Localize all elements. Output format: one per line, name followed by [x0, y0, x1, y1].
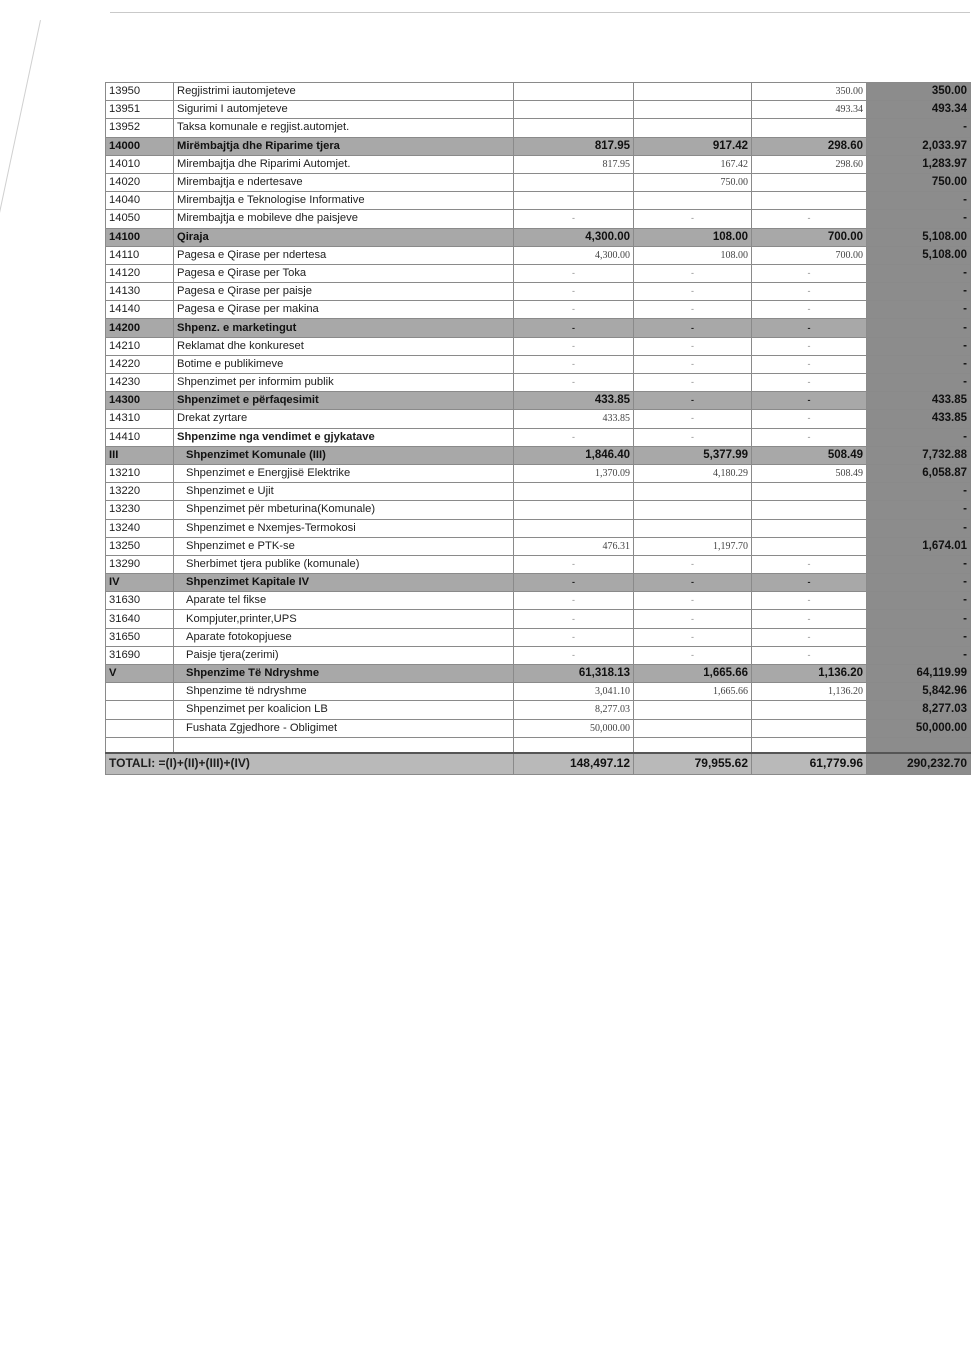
account-code	[106, 737, 174, 753]
value-col-1	[514, 501, 634, 519]
row-total: -	[867, 210, 971, 228]
total-value-3: 61,779.96	[752, 753, 867, 775]
account-description: Mirembajtja e mobileve dhe paisjeve	[174, 210, 514, 228]
value-col-2: 4,180.29	[634, 464, 752, 482]
row-total: -	[867, 119, 971, 137]
value-col-1: -	[514, 628, 634, 646]
account-description: Shpenzimet Komunale (III)	[174, 446, 514, 464]
value-col-3: -	[752, 264, 867, 282]
value-col-1	[514, 173, 634, 191]
account-code: 13210	[106, 464, 174, 482]
account-code: 14050	[106, 210, 174, 228]
value-col-1: -	[514, 283, 634, 301]
value-col-1: 3,041.10	[514, 683, 634, 701]
section-header-row	[106, 137, 971, 155]
value-col-3: -	[752, 574, 867, 592]
value-col-3: -	[752, 646, 867, 664]
account-code: 14410	[106, 428, 174, 446]
total-value-1: 148,497.12	[514, 753, 634, 775]
account-description	[174, 737, 514, 753]
table-row	[106, 646, 971, 664]
value-col-3: -	[752, 337, 867, 355]
value-col-3	[752, 192, 867, 210]
value-col-3: -	[752, 610, 867, 628]
value-col-3: 508.49	[752, 464, 867, 482]
value-col-3	[752, 719, 867, 737]
table-row	[106, 83, 971, 101]
value-col-2: -	[634, 337, 752, 355]
row-total: -	[867, 628, 971, 646]
value-col-1: 4,300.00	[514, 246, 634, 264]
value-col-1: -	[514, 574, 634, 592]
value-col-1: 433.85	[514, 410, 634, 428]
account-code: 31630	[106, 592, 174, 610]
row-total: 433.85	[867, 392, 971, 410]
account-code	[106, 683, 174, 701]
value-col-2	[634, 719, 752, 737]
row-total: -	[867, 519, 971, 537]
row-total: -	[867, 610, 971, 628]
value-col-1: -	[514, 301, 634, 319]
account-code: IV	[106, 574, 174, 592]
value-col-3	[752, 701, 867, 719]
value-col-3: -	[752, 374, 867, 392]
value-col-2: -	[634, 374, 752, 392]
value-col-2: -	[634, 428, 752, 446]
table-row	[106, 283, 971, 301]
account-description: Sigurimi I automjeteve	[174, 101, 514, 119]
value-col-1	[514, 83, 634, 101]
row-total: -	[867, 319, 971, 337]
table-row	[106, 119, 971, 137]
value-col-1: 50,000.00	[514, 719, 634, 737]
value-col-1: -	[514, 555, 634, 573]
table-row	[106, 519, 971, 537]
row-total: -	[867, 555, 971, 573]
value-col-3: -	[752, 555, 867, 573]
value-col-1: -	[514, 646, 634, 664]
value-col-3: 350.00	[752, 83, 867, 101]
value-col-2: -	[634, 628, 752, 646]
value-col-3: -	[752, 283, 867, 301]
value-col-2	[634, 83, 752, 101]
account-description: Paisje tjera(zerimi)	[174, 646, 514, 664]
account-code: 31650	[106, 628, 174, 646]
value-col-3: 298.60	[752, 155, 867, 173]
account-code: 14100	[106, 228, 174, 246]
account-code: 14310	[106, 410, 174, 428]
account-code: 14130	[106, 283, 174, 301]
account-code: 14000	[106, 137, 174, 155]
row-total: 50,000.00	[867, 719, 971, 737]
row-total: 2,033.97	[867, 137, 971, 155]
table-row	[106, 355, 971, 373]
value-col-1: 817.95	[514, 137, 634, 155]
table-row	[106, 683, 971, 701]
table-row	[106, 374, 971, 392]
value-col-3: -	[752, 301, 867, 319]
value-col-2: -	[634, 555, 752, 573]
grand-total: 290,232.70	[867, 753, 971, 775]
section-header-row	[106, 319, 971, 337]
value-col-2: 1,665.66	[634, 683, 752, 701]
value-col-2: -	[634, 574, 752, 592]
value-col-2	[634, 519, 752, 537]
row-total: 1,283.97	[867, 155, 971, 173]
row-total: 8,277.03	[867, 701, 971, 719]
value-col-3: 1,136.20	[752, 683, 867, 701]
row-total: -	[867, 592, 971, 610]
value-col-2: 108.00	[634, 228, 752, 246]
value-col-2: -	[634, 210, 752, 228]
value-col-2: 5,377.99	[634, 446, 752, 464]
section-header-row	[106, 228, 971, 246]
value-col-2: -	[634, 410, 752, 428]
table-row	[106, 173, 971, 191]
account-description: Aparate tel fikse	[174, 592, 514, 610]
account-description: Shpenzimet për mbeturina(Komunale)	[174, 501, 514, 519]
value-col-2: 1,665.66	[634, 665, 752, 683]
table-row	[106, 155, 971, 173]
section-header-row	[106, 392, 971, 410]
value-col-2: -	[634, 319, 752, 337]
value-col-2	[634, 192, 752, 210]
account-code: 13290	[106, 555, 174, 573]
account-code: 31690	[106, 646, 174, 664]
row-total: 433.85	[867, 410, 971, 428]
value-col-1: 433.85	[514, 392, 634, 410]
value-col-1	[514, 101, 634, 119]
value-col-1: -	[514, 428, 634, 446]
value-col-2: -	[634, 392, 752, 410]
section-header-row	[106, 665, 971, 683]
account-description: Aparate fotokopjuese	[174, 628, 514, 646]
value-col-3: 700.00	[752, 228, 867, 246]
value-col-3	[752, 737, 867, 753]
account-code: V	[106, 665, 174, 683]
row-total: -	[867, 337, 971, 355]
value-col-2: 1,197.70	[634, 537, 752, 555]
value-col-3	[752, 483, 867, 501]
account-code: 14210	[106, 337, 174, 355]
row-total: -	[867, 374, 971, 392]
row-total: 5,108.00	[867, 228, 971, 246]
budget-rows	[106, 83, 971, 753]
account-description: Fushata Zgjedhore - Obligimet	[174, 719, 514, 737]
account-description: Regjistrimi iautomjeteve	[174, 83, 514, 101]
account-code	[106, 719, 174, 737]
value-col-2: 108.00	[634, 246, 752, 264]
value-col-2	[634, 737, 752, 753]
account-description: Pagesa e Qirase per paisje	[174, 283, 514, 301]
account-code: 13220	[106, 483, 174, 501]
value-col-2	[634, 101, 752, 119]
table-row	[106, 101, 971, 119]
page-top-edge	[110, 12, 970, 13]
value-col-1	[514, 519, 634, 537]
account-description: Shpenzimet e Nxemjes-Termokosi	[174, 519, 514, 537]
page-left-edge	[0, 20, 41, 216]
value-col-3: -	[752, 410, 867, 428]
account-code: 14040	[106, 192, 174, 210]
account-code: 14230	[106, 374, 174, 392]
value-col-2: -	[634, 646, 752, 664]
table-row	[106, 264, 971, 282]
value-col-1	[514, 737, 634, 753]
table-row	[106, 628, 971, 646]
value-col-2: -	[634, 592, 752, 610]
account-description: Shpenzime Të Ndryshme	[174, 665, 514, 683]
account-code: 14220	[106, 355, 174, 373]
value-col-1: -	[514, 264, 634, 282]
account-description: Drekat zyrtare	[174, 410, 514, 428]
account-code: 13240	[106, 519, 174, 537]
row-total: 350.00	[867, 83, 971, 101]
section-header-row	[106, 446, 971, 464]
value-col-3	[752, 173, 867, 191]
value-col-3: -	[752, 210, 867, 228]
account-code: III	[106, 446, 174, 464]
value-col-3: 508.49	[752, 446, 867, 464]
account-description: Mirembajtja dhe Riparimi Automjet.	[174, 155, 514, 173]
value-col-1: -	[514, 319, 634, 337]
row-total: -	[867, 192, 971, 210]
value-col-1: -	[514, 592, 634, 610]
account-code: 14110	[106, 246, 174, 264]
table-row	[106, 301, 971, 319]
row-total: 5,842.96	[867, 683, 971, 701]
value-col-1: 476.31	[514, 537, 634, 555]
table-row	[106, 592, 971, 610]
value-col-2: -	[634, 283, 752, 301]
account-code: 14140	[106, 301, 174, 319]
account-description: Shpenzimet e përfaqesimit	[174, 392, 514, 410]
account-description: Botime e publikimeve	[174, 355, 514, 373]
value-col-1: -	[514, 337, 634, 355]
account-description: Shpenzimet per informim publik	[174, 374, 514, 392]
table-row	[106, 464, 971, 482]
value-col-2	[634, 119, 752, 137]
value-col-2: 167.42	[634, 155, 752, 173]
account-description: Shpenzimet e PTK-se	[174, 537, 514, 555]
value-col-1: -	[514, 355, 634, 373]
value-col-3: 493.34	[752, 101, 867, 119]
table-row	[106, 210, 971, 228]
value-col-1: -	[514, 374, 634, 392]
value-col-2: -	[634, 264, 752, 282]
table-row	[106, 428, 971, 446]
account-description: Pagesa e Qirase per makina	[174, 301, 514, 319]
row-total: 7,732.88	[867, 446, 971, 464]
account-code: 13951	[106, 101, 174, 119]
value-col-1	[514, 119, 634, 137]
table-row	[106, 410, 971, 428]
account-description: Shpenzimet e Ujit	[174, 483, 514, 501]
row-total	[867, 737, 971, 753]
account-description: Shpenzimet Kapitale IV	[174, 574, 514, 592]
value-col-1: 61,318.13	[514, 665, 634, 683]
value-col-3: -	[752, 428, 867, 446]
table-row	[106, 719, 971, 737]
row-total: -	[867, 355, 971, 373]
account-description: Mirembajtja e ndertesave	[174, 173, 514, 191]
value-col-2: -	[634, 301, 752, 319]
account-code: 14010	[106, 155, 174, 173]
row-total: -	[867, 501, 971, 519]
value-col-2: -	[634, 355, 752, 373]
row-total: -	[867, 574, 971, 592]
account-description: Shpenzimet per koalicion LB	[174, 701, 514, 719]
value-col-3: 1,136.20	[752, 665, 867, 683]
account-code: 14120	[106, 264, 174, 282]
account-description: Shpenzime nga vendimet e gjykatave	[174, 428, 514, 446]
account-code: 13950	[106, 83, 174, 101]
budget-table	[105, 82, 971, 775]
value-col-3: -	[752, 592, 867, 610]
row-total: -	[867, 483, 971, 501]
value-col-3	[752, 537, 867, 555]
account-description: Pagesa e Qirase per Toka	[174, 264, 514, 282]
row-total: -	[867, 301, 971, 319]
row-total: -	[867, 283, 971, 301]
account-code: 31640	[106, 610, 174, 628]
row-total: 750.00	[867, 173, 971, 191]
value-col-1: -	[514, 210, 634, 228]
total-label: TOTALI: =(I)+(II)+(III)+(IV)	[106, 753, 514, 775]
account-description: Sherbimet tjera publike (komunale)	[174, 555, 514, 573]
row-total: 5,108.00	[867, 246, 971, 264]
table-row	[106, 483, 971, 501]
value-col-3: -	[752, 628, 867, 646]
value-col-2	[634, 701, 752, 719]
value-col-1: 8,277.03	[514, 701, 634, 719]
value-col-1: 817.95	[514, 155, 634, 173]
total-row	[106, 753, 971, 775]
row-total: -	[867, 264, 971, 282]
value-col-1: 1,370.09	[514, 464, 634, 482]
table-row	[106, 501, 971, 519]
table-row	[106, 610, 971, 628]
value-col-3: -	[752, 319, 867, 337]
table-row	[106, 737, 971, 753]
value-col-3: 298.60	[752, 137, 867, 155]
row-total: -	[867, 646, 971, 664]
value-col-2: 917.42	[634, 137, 752, 155]
table-row	[106, 192, 971, 210]
value-col-3: 700.00	[752, 246, 867, 264]
total-value-2: 79,955.62	[634, 753, 752, 775]
table-row	[106, 337, 971, 355]
account-description: Mirembajtja e Teknologise Informative	[174, 192, 514, 210]
account-description: Shpenzimet e Energjisë Elektrike	[174, 464, 514, 482]
row-total: -	[867, 428, 971, 446]
account-code: 14300	[106, 392, 174, 410]
value-col-3: -	[752, 355, 867, 373]
value-col-1	[514, 192, 634, 210]
value-col-3	[752, 519, 867, 537]
row-total: 493.34	[867, 101, 971, 119]
account-code: 13952	[106, 119, 174, 137]
table-row	[106, 555, 971, 573]
value-col-1: 1,846.40	[514, 446, 634, 464]
row-total: 64,119.99	[867, 665, 971, 683]
row-total: 1,674.01	[867, 537, 971, 555]
value-col-1	[514, 483, 634, 501]
value-col-2	[634, 501, 752, 519]
table-row	[106, 246, 971, 264]
account-description: Taksa komunale e regjist.automjet.	[174, 119, 514, 137]
table-row	[106, 701, 971, 719]
value-col-1: 4,300.00	[514, 228, 634, 246]
account-code: 14020	[106, 173, 174, 191]
account-description: Reklamat dhe konkureset	[174, 337, 514, 355]
value-col-3	[752, 119, 867, 137]
value-col-2	[634, 483, 752, 501]
value-col-2: -	[634, 610, 752, 628]
row-total: 6,058.87	[867, 464, 971, 482]
account-code: 13230	[106, 501, 174, 519]
value-col-2: 750.00	[634, 173, 752, 191]
section-header-row	[106, 574, 971, 592]
account-description: Shpenzime të ndryshme	[174, 683, 514, 701]
account-description: Pagesa e Qirase per ndertesa	[174, 246, 514, 264]
account-description: Kompjuter,printer,UPS	[174, 610, 514, 628]
account-description: Shpenz. e marketingut	[174, 319, 514, 337]
account-code: 13250	[106, 537, 174, 555]
value-col-3	[752, 501, 867, 519]
budget-sheet	[105, 82, 967, 775]
account-code	[106, 701, 174, 719]
table-row	[106, 537, 971, 555]
account-description: Qiraja	[174, 228, 514, 246]
value-col-3: -	[752, 392, 867, 410]
value-col-1: -	[514, 610, 634, 628]
account-description: Mirëmbajtja dhe Riparime tjera	[174, 137, 514, 155]
account-code: 14200	[106, 319, 174, 337]
